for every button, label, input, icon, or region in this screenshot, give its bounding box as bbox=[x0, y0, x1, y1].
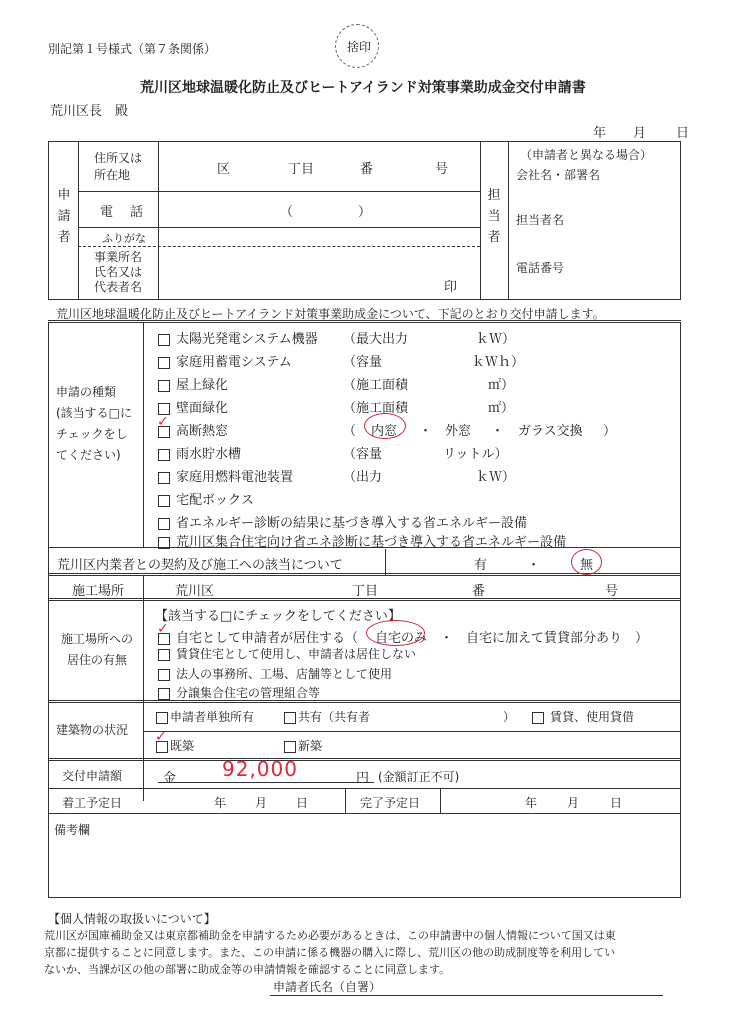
furigana-input[interactable] bbox=[160, 229, 478, 245]
checkbox[interactable] bbox=[158, 688, 170, 700]
form-reference: 別記第１号様式（第７条関係） bbox=[48, 42, 217, 56]
remarks-input[interactable] bbox=[52, 838, 678, 894]
window-option-dot2: ・ bbox=[491, 424, 505, 439]
contract-dot: ・ bbox=[527, 558, 541, 573]
building-label: 建築物の状況 bbox=[56, 723, 129, 737]
type-unit-solar: ｋＷ） bbox=[476, 332, 516, 347]
building-option-new[interactable]: 新築 bbox=[284, 737, 322, 754]
check-mark-window: ✓ bbox=[157, 414, 169, 430]
type-unit-wall-green: ㎡） bbox=[488, 401, 515, 416]
site-label: 施工場所 bbox=[72, 584, 125, 599]
address-unit-go: 号 bbox=[435, 162, 449, 177]
checkbox[interactable] bbox=[284, 741, 296, 753]
type-option-window[interactable]: 高断熱窓 bbox=[158, 420, 228, 439]
page-title: 荒川区地球温暖化防止及びヒートアイランド対策事業助成金交付申請書 bbox=[140, 80, 586, 96]
checkbox[interactable] bbox=[158, 518, 170, 530]
checkbox[interactable] bbox=[158, 357, 170, 369]
start-day: 日 bbox=[296, 796, 309, 810]
contact-group-label: 担当者 bbox=[487, 188, 501, 245]
privacy-line-1: 荒川区が国庫補助金又は東京都補助金を申請するため必要があるときは、この申請書中の個人情報について国又は東 bbox=[44, 929, 616, 942]
start-date-label: 着工予定日 bbox=[62, 796, 123, 810]
name-label: 事業所名 氏名又は 代表者名 bbox=[94, 250, 143, 294]
amount-note: (金額訂正不可) bbox=[378, 770, 460, 784]
selection-circle-self-only bbox=[366, 620, 428, 646]
type-unit-roof-green: ㎡） bbox=[488, 378, 515, 393]
contract-label: 荒川区内業者との契約及び施工への該当について bbox=[57, 558, 343, 573]
privacy-heading: 【個人情報の取扱いについて】 bbox=[48, 912, 216, 926]
address-input[interactable] bbox=[160, 143, 478, 189]
checkbox[interactable] bbox=[284, 712, 296, 724]
building-shared-close: ） bbox=[503, 710, 516, 724]
building-option-own[interactable]: 申請者単独所有 bbox=[156, 708, 254, 725]
window-option-outer: 外窓 bbox=[445, 424, 472, 439]
privacy-line-3: ないか、当課が区の他の部署に助成金等の申請情報を確認することに同意します。 bbox=[44, 963, 451, 976]
amount-label: 交付申請額 bbox=[62, 769, 123, 783]
residence-note: 【該当する□にチェックをしてください】 bbox=[155, 609, 401, 624]
type-option-energy-audit[interactable]: 省エネルギー診断の結果に基づき導入する省エネルギー設備 bbox=[158, 512, 527, 531]
building-option-rental[interactable]: 賃貸、使用貸借 bbox=[532, 708, 634, 725]
end-month: 月 bbox=[567, 796, 580, 810]
addressee: 荒川区長 殿 bbox=[50, 104, 129, 119]
type-detail-wall-green: （施工面積 bbox=[343, 401, 409, 416]
site-ward: 荒川区 bbox=[175, 584, 215, 599]
amount-value[interactable]: 92,000 bbox=[222, 757, 298, 781]
residence-self-only: 自宅のみ bbox=[375, 631, 428, 646]
checkbox[interactable] bbox=[158, 669, 170, 681]
type-detail-solar: （最大出力 bbox=[343, 332, 409, 347]
type-option-battery[interactable]: 家庭用蓄電システム bbox=[158, 351, 292, 370]
address-label: 住所又は 所在地 bbox=[94, 151, 143, 182]
type-option-roof-green[interactable]: 屋上緑化 bbox=[158, 374, 228, 393]
check-mark-existing: ✓ bbox=[155, 729, 167, 745]
checkbox[interactable] bbox=[158, 403, 170, 415]
end-day: 日 bbox=[610, 796, 623, 810]
date-month: 月 bbox=[633, 126, 647, 141]
contact-company-label: 会社名・部署名 bbox=[516, 168, 601, 182]
contact-note: （申請者と異なる場合） bbox=[520, 148, 653, 162]
start-year: 年 bbox=[214, 796, 227, 810]
checkbox[interactable] bbox=[158, 334, 170, 346]
end-year: 年 bbox=[525, 796, 538, 810]
phone-input[interactable] bbox=[160, 193, 478, 225]
name-input[interactable] bbox=[160, 248, 440, 298]
window-option-dot1: ・ bbox=[419, 424, 433, 439]
site-unit-ban: 番 bbox=[472, 584, 486, 599]
type-option-wall-green[interactable]: 壁面緑化 bbox=[158, 397, 228, 416]
residence-plus-rental: ・ 自宅に加えて賃貸部分あり ） bbox=[440, 631, 649, 646]
window-option-inner: 内窓 bbox=[371, 424, 398, 439]
type-detail-roof-green: （施工面積 bbox=[343, 378, 409, 393]
furigana-label: ふりがな bbox=[102, 232, 146, 245]
phone-label: 電 話 bbox=[100, 205, 146, 220]
privacy-line-2: 京都に提供することに同意します。また、この申請に係る機器の購入に際し、荒川区の他の助成制度等を利用してい bbox=[44, 946, 616, 959]
type-section-label: 申請の種類 (該当する□に チェックをし てください) bbox=[56, 385, 133, 462]
type-unit-fuel-cell: ｋＷ） bbox=[476, 470, 516, 485]
checkbox[interactable] bbox=[158, 537, 170, 549]
phone-paren: （ ） bbox=[280, 205, 372, 220]
residence-label: 施工場所への 居住の有無 bbox=[60, 632, 133, 667]
residence-option-rental[interactable]: 賃貸住宅として使用し、申請者は居住しない bbox=[158, 645, 416, 662]
checkbox[interactable] bbox=[158, 472, 170, 484]
type-option-solar[interactable]: 太陽光発電システム機器 bbox=[158, 328, 318, 347]
check-mark-residence: ✓ bbox=[157, 621, 169, 637]
contact-person-label: 担当者名 bbox=[516, 213, 565, 227]
type-unit-battery: ｋＷｈ） bbox=[472, 355, 525, 370]
date-day: 日 bbox=[676, 126, 690, 141]
window-option-glass: ガラス交換 bbox=[518, 424, 583, 439]
stamp-label: 捨印 bbox=[347, 40, 372, 54]
site-address-input[interactable] bbox=[225, 577, 600, 597]
type-option-fuel-cell[interactable]: 家庭用燃料電池装置 bbox=[158, 466, 293, 485]
contract-no[interactable]: 無 bbox=[580, 558, 594, 573]
type-unit-window: ） bbox=[603, 424, 617, 439]
checkbox[interactable] bbox=[158, 649, 170, 661]
application-statement: 荒川区地球温暖化防止及びヒートアイランド対策事業助成金について、下記のとおり交付申請します。 bbox=[56, 307, 605, 321]
end-date-label: 完了予定日 bbox=[360, 796, 421, 810]
amount-suffix: 円 bbox=[356, 771, 370, 786]
checkbox[interactable] bbox=[532, 712, 544, 724]
residence-option-self[interactable]: 自宅として申請者が居住する（ bbox=[158, 627, 358, 646]
contact-phone-label: 電話番号 bbox=[516, 261, 565, 275]
signature-label: 申請者氏名（自署） bbox=[273, 980, 382, 994]
checkbox[interactable] bbox=[158, 449, 170, 461]
address-unit-ward: 区 bbox=[217, 162, 231, 177]
type-option-delivery-box[interactable]: 宅配ボックス bbox=[158, 489, 254, 508]
start-month: 月 bbox=[255, 796, 268, 810]
checkbox[interactable] bbox=[158, 495, 170, 507]
address-unit-chome: 丁目 bbox=[288, 162, 315, 177]
residence-option-business[interactable]: 法人の事務所、工場、店舗等として使用 bbox=[158, 665, 392, 682]
signature-input[interactable] bbox=[395, 976, 663, 994]
type-detail-battery: （容量 bbox=[343, 355, 383, 370]
selection-circle-no bbox=[571, 549, 602, 575]
type-detail-window: （ bbox=[343, 424, 357, 439]
amount-prefix: 金 bbox=[163, 771, 177, 786]
applicant-group-label: 申請者 bbox=[57, 188, 71, 245]
type-option-rainwater[interactable]: 雨水貯水槽 bbox=[158, 443, 241, 462]
remarks-label: 備考欄 bbox=[54, 823, 91, 837]
type-detail-fuel-cell: （出力 bbox=[343, 470, 383, 485]
site-unit-go: 号 bbox=[605, 584, 619, 599]
site-unit-chome: 丁目 bbox=[352, 584, 379, 599]
type-detail-rainwater: （容量 bbox=[343, 447, 383, 462]
building-option-existing[interactable]: 既築 bbox=[156, 737, 194, 754]
type-option-condo-audit[interactable]: 荒川区集合住宅向け省エネ診断に基づき導入する省エネルギー設備 bbox=[158, 531, 566, 550]
building-option-shared[interactable]: 共有（共有者 bbox=[284, 708, 370, 725]
date-year: 年 bbox=[593, 126, 607, 141]
selection-circle-inner-window bbox=[364, 413, 406, 439]
address-unit-ban: 番 bbox=[360, 162, 374, 177]
residence-option-condo-assoc[interactable]: 分譲集合住宅の管理組合等 bbox=[158, 684, 320, 701]
type-unit-rainwater: リットル） bbox=[443, 447, 508, 462]
checkbox[interactable] bbox=[156, 712, 168, 724]
seal-mark: 印 bbox=[444, 280, 458, 295]
checkbox[interactable] bbox=[158, 380, 170, 392]
contract-yes[interactable]: 有 bbox=[474, 558, 488, 573]
